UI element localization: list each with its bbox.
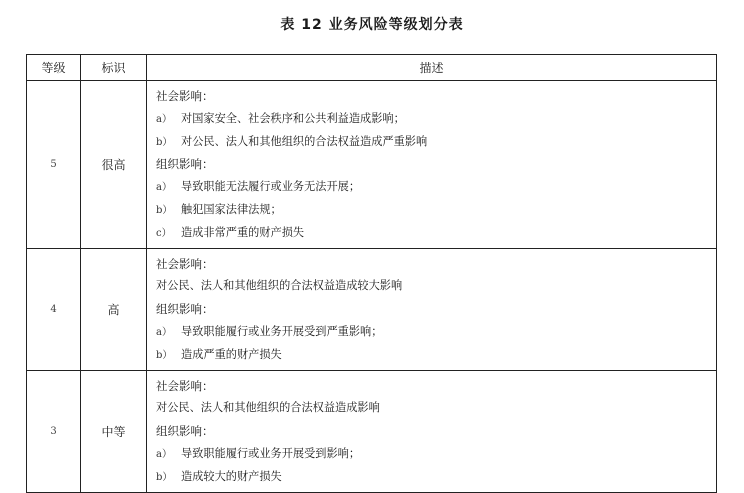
table-row bbox=[27, 248, 717, 370]
impact-list-item bbox=[156, 321, 716, 344]
header-level: 等级 bbox=[27, 55, 81, 81]
list-item-text: 造成非常严重的财产损失 bbox=[181, 225, 305, 239]
risk-level-cell: 4 bbox=[27, 248, 81, 370]
impact-heading: 组织影响： bbox=[156, 157, 214, 172]
risk-level-cell: 3 bbox=[27, 370, 81, 492]
risk-description-cell bbox=[147, 248, 717, 370]
header-desc: 描述 bbox=[147, 55, 717, 81]
list-marker: b） bbox=[156, 349, 173, 361]
impact-heading: 社会影响： bbox=[156, 89, 214, 103]
impact-heading: 组织影响： bbox=[156, 424, 214, 439]
list-item-text: 造成较大的财产损失 bbox=[181, 469, 282, 483]
risk-description-cell bbox=[147, 81, 717, 249]
impact-list-item bbox=[156, 222, 716, 245]
risk-tag-cell: 很高 bbox=[81, 81, 147, 249]
impact-heading: 组织影响： bbox=[156, 302, 214, 317]
table-header-row bbox=[27, 55, 717, 81]
impact-list-item bbox=[156, 199, 716, 222]
risk-tag-cell: 中等 bbox=[81, 370, 147, 492]
impact-list-item bbox=[156, 108, 716, 131]
list-marker: b） bbox=[156, 136, 173, 148]
impact-list-item bbox=[156, 176, 716, 199]
impact-list-item bbox=[156, 131, 716, 154]
list-marker: a） bbox=[156, 448, 172, 460]
list-item-text: 导致职能无法履行或业务无法开展； bbox=[181, 180, 361, 194]
impact-heading: 社会影响： bbox=[156, 378, 214, 393]
impact-list-item bbox=[156, 443, 716, 466]
list-marker: a） bbox=[156, 113, 172, 125]
risk-level-cell: 5 bbox=[27, 81, 81, 249]
list-marker: b） bbox=[156, 471, 173, 483]
impact-list-item bbox=[156, 466, 716, 489]
header-tag: 标识 bbox=[81, 55, 147, 81]
list-item-text: 对公民、法人和其他组织的合法权益造成严重影响 bbox=[181, 134, 428, 148]
impact-heading: 社会影响： bbox=[156, 256, 214, 271]
impact-text: 对公民、法人和其他组织的合法权益造成影响 bbox=[156, 401, 380, 415]
impact-text: 对公民、法人和其他组织的合法权益造成较大影响 bbox=[156, 279, 403, 293]
table-row bbox=[27, 81, 717, 249]
risk-tag-cell: 高 bbox=[81, 248, 147, 370]
list-marker: a） bbox=[156, 326, 172, 338]
table-title: 表 12 业务风险等级划分表 bbox=[280, 17, 464, 33]
list-marker: c） bbox=[156, 227, 172, 239]
table-body bbox=[27, 81, 717, 493]
table-row bbox=[27, 370, 717, 492]
risk-description-cell bbox=[147, 370, 717, 492]
list-item-text: 导致职能履行或业务开展受到严重影响； bbox=[181, 324, 383, 338]
impact-list-item bbox=[156, 344, 716, 367]
list-item-text: 造成严重的财产损失 bbox=[181, 347, 282, 361]
list-item-text: 对国家安全、社会秩序和公共利益造成影响； bbox=[181, 111, 405, 125]
list-marker: b） bbox=[156, 204, 173, 216]
list-item-text: 触犯国家法律法规； bbox=[181, 202, 282, 216]
list-marker: a） bbox=[156, 182, 172, 194]
list-item-text: 导致职能履行或业务开展受到影响； bbox=[181, 446, 361, 460]
risk-level-table bbox=[26, 54, 717, 493]
